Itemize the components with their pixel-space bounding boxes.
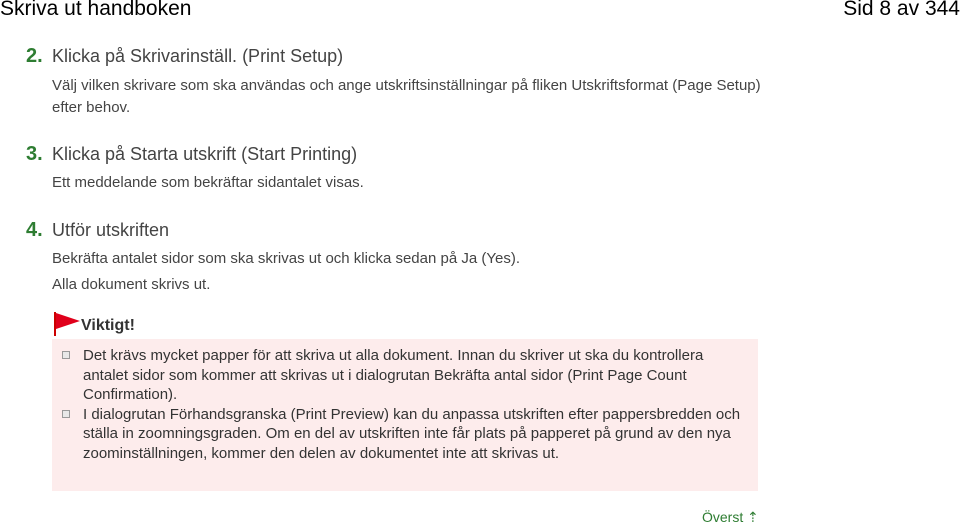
step-number: 4. [26, 219, 43, 241]
bullet-square-icon [62, 351, 70, 359]
step-description-2: Alla dokument skrivs ut. [52, 276, 211, 293]
step-description: Bekräfta antalet sidor som ska skrivas ut och klicka sedan på Ja (Yes). [52, 250, 520, 267]
list-item [62, 405, 752, 464]
bullet-square-icon [62, 410, 70, 418]
list-item-text: I dialogrutan Förhandsgranska (Print Preview) kan du anpassa utskriften efter pappersbredden och ställa in zoomningsgraden. Om en del av utskriften inte får plats på papperet på grund av den nya zoominställningen, kommer den delen av dokumentet inte att skrivas ut. [83, 405, 741, 462]
list-item-text: Det krävs mycket papper för att skriva ut alla dokument. Innan du skriver ut ska du kontrollera antalet sidor som kommer att skrivas ut i dialogrutan Bekräfta antal sidor (Print Page Count Confirmation). [83, 347, 704, 403]
step-number: 3. [26, 143, 43, 165]
up-arrow-icon[interactable]: ⇡ [747, 509, 759, 525]
step-title: Klicka på Skrivarinställ. (Print Setup) [52, 46, 344, 66]
back-to-top-link[interactable]: Överst [702, 509, 744, 525]
important-heading: Viktigt! [81, 317, 135, 334]
important-list [62, 346, 752, 463]
step-title: Klicka på Starta utskrift (Start Printing) [52, 144, 358, 164]
list-item [62, 346, 752, 405]
document-title: Skriva ut handboken [0, 0, 192, 20]
step-description: Ett meddelande som bekräftar sidantalet visas. [52, 174, 364, 191]
step-number: 2. [26, 45, 43, 67]
step-title: Utför utskriften [52, 220, 170, 240]
red-flag-icon [53, 311, 81, 337]
page-indicator: Sid 8 av 344 [843, 0, 960, 20]
step-description: Välj vilken skrivare som ska användas och ange utskriftsinställningar på fliken Utskriftsformat (Page Setup) efter behov. [52, 77, 761, 116]
